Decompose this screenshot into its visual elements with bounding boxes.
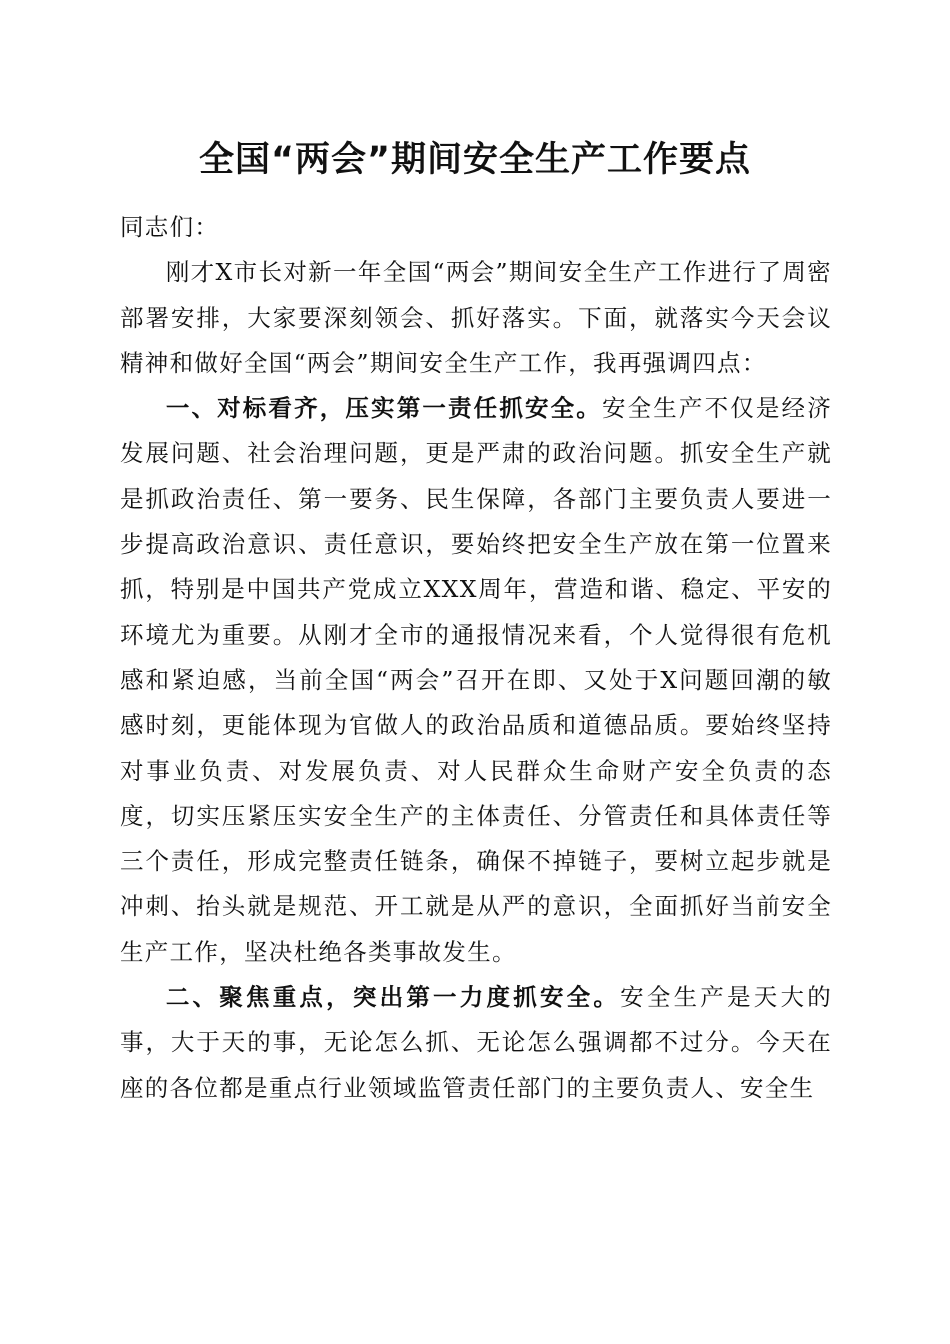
point-two-paragraph bbox=[120, 975, 832, 1111]
intro-paragraph-text: 刚才X市长对新一年全国“两会”期间安全生产工作进行了周密部署安排，大家要深刻领会、抓好落实。下面，就落实今天会议精神和做好全国“两会”期间安全生产工作，我再强调四点： bbox=[120, 258, 832, 377]
point-one-paragraph bbox=[120, 386, 832, 975]
point-two-text: 安全生产是天大的事，大于天的事，无论怎么抓、无论怎么强调都不过分。今天在座的各位都是重点行业领域监管责任部门的主要负责人、安全生 bbox=[120, 983, 832, 1102]
document-title: 全国“两会”期间安全生产工作要点 bbox=[198, 140, 751, 180]
salutation: 同志们： bbox=[120, 213, 220, 241]
point-two-heading: 二、聚焦重点，突出第一力度抓安全。 bbox=[165, 983, 621, 1012]
document-body bbox=[120, 205, 832, 1111]
point-one-heading: 一、对标看齐，压实第一责任抓安全。 bbox=[165, 394, 602, 423]
intro-paragraph bbox=[120, 250, 832, 386]
point-one-text: 安全生产不仅是经济发展问题、社会治理问题，更是严肃的政治问题。抓安全生产就是抓政治责任、第一要务、民生保障，各部门主要负责人要进一步提高政治意识、责任意识，要始终把安全生产放在第一位置来抓，特别是中国共产党成立XXX周年，营造和谐、稳定、平安的环境尤为重要。从刚才全市的通报情况来看，个人觉得很有危机感和紧迫感，当前全国“两会”召开在即、又处于X问题回潮的敏感时刻，更能体现为官做人的政治品质和道德品质。要始终坚持对事业负责、对发展负责、对人民群众生命财产安全负责的态度，切实压紧压实安全生产的主体责任、分管责任和具体责任等三个责任，形成完整责任链条，确保不掉链子，要树立起步就是冲刺、抬头就是规范、开工就是从严的意识，全面抓好当前安全生产工作，坚决杜绝各类事故发生。 bbox=[120, 394, 832, 966]
